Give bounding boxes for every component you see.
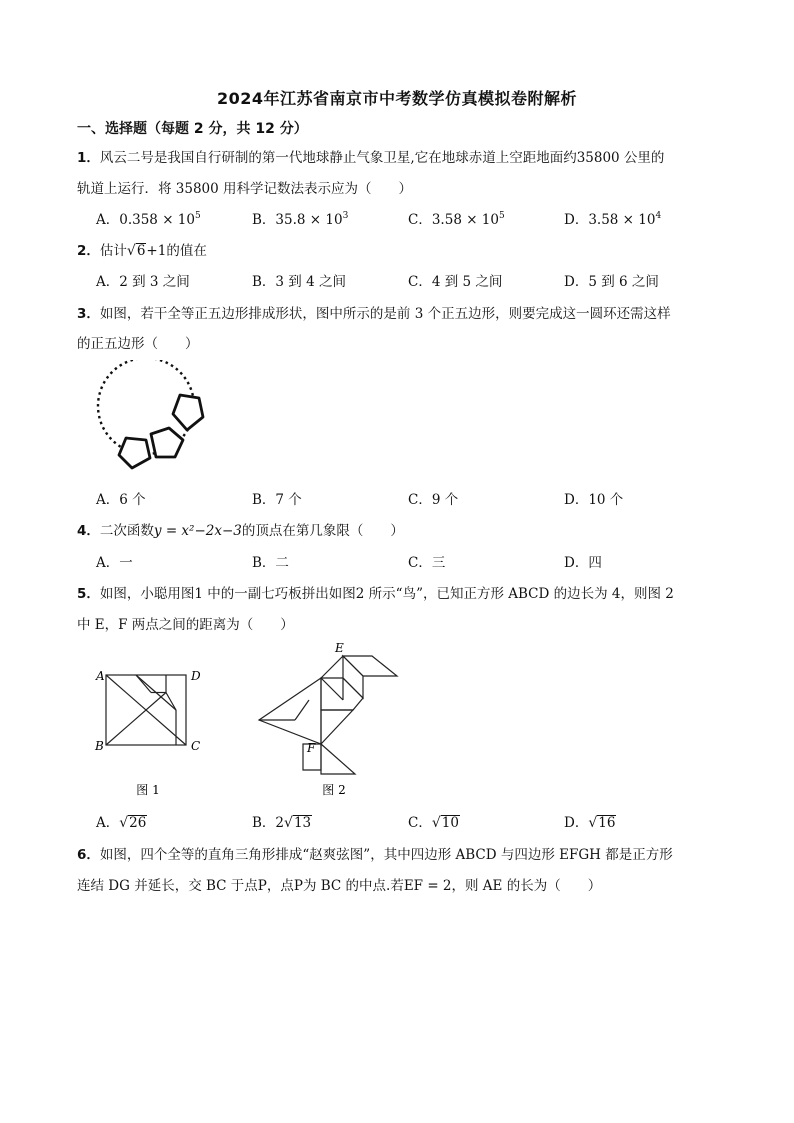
q6-number: 6．: [77, 847, 100, 863]
q5-line1: 5．如图，小聪用图1 中的一副七巧板拼出如图2 所示“鸟”，已知正方形 ABCD 的边长为 4，则图 2: [77, 586, 674, 602]
tangram-figure-2: [255, 640, 405, 800]
q1-line1: [77, 146, 664, 166]
q5-number: 5．: [77, 586, 100, 602]
q2-option-b[interactable]: B．3 到 4 之间: [252, 274, 346, 290]
fig2-label-f: F: [307, 741, 316, 755]
fig1-label-d: D: [191, 669, 201, 683]
q1-option-d[interactable]: D．$3.58 \times 10^4$: [564, 211, 662, 228]
q1-number: 1．: [77, 150, 100, 166]
fig1-caption: 图 1: [136, 783, 160, 797]
pentagon-2: [151, 428, 183, 457]
q3-option-c[interactable]: C．9 个: [408, 492, 459, 508]
q4-option-c[interactable]: C．三: [408, 555, 446, 571]
q2-option-a[interactable]: A．2 到 3 之间: [96, 274, 190, 290]
q2-option-d[interactable]: D．5 到 6 之间: [564, 274, 659, 290]
q4-option-b[interactable]: B．二: [252, 555, 289, 571]
q2-line: 2．估计√6+1的值在: [77, 243, 207, 259]
q6-line1: 6．如图，四个全等的直角三角形排成“赵爽弦图”，其中四边形 ABCD 与四边形 EFGH 都是正方形: [77, 847, 673, 863]
q3-number: 3．: [77, 306, 100, 322]
q3-option-a[interactable]: A．6 个: [96, 492, 146, 508]
q3-line2: 的正五边形（ ）: [77, 336, 199, 352]
q2-option-c[interactable]: C．4 到 5 之间: [408, 274, 503, 290]
pentagon-1: [119, 438, 150, 468]
q4-option-a[interactable]: A．一: [96, 555, 133, 571]
q5-option-c[interactable]: C．√10: [408, 815, 459, 831]
fig2-label-e: E: [335, 641, 344, 655]
q2-number: 2．: [77, 243, 100, 259]
q2-radicand: 6: [136, 243, 146, 259]
q4-number: 4．: [77, 523, 100, 539]
q4-option-d[interactable]: D．四: [564, 555, 602, 571]
section-heading: 一、选择题（每题 2 分，共 12 分）: [77, 121, 308, 137]
pentagon-3: [173, 395, 203, 430]
q5-option-b[interactable]: B．2√13: [252, 815, 312, 831]
q1-text: 风云二号是我国自行研制的第一代地球静止气象卫星,它在地球赤道上空距地面约35800 公里的: [99, 150, 665, 166]
q5-option-a[interactable]: A．√26: [96, 815, 147, 831]
q3-option-b[interactable]: B．7 个: [252, 492, 302, 508]
fig1-label-c: C: [191, 739, 201, 753]
q1-option-c[interactable]: C．$3.58 \times 10^5$: [408, 211, 505, 228]
q1-option-b[interactable]: B．$35.8 \times 10^3$: [252, 211, 349, 228]
tangram-figure-1: [90, 660, 220, 800]
fig1-label-a: A: [96, 669, 105, 683]
page-title: 2024年江苏省南京市中考数学仿真模拟卷附解析: [216, 89, 578, 108]
q3-option-d[interactable]: D．10 个: [564, 492, 624, 508]
fig1-label-b: B: [95, 739, 104, 753]
q5-line2: 中 E，F 两点之间的距离为（ ）: [77, 617, 294, 633]
q1-line2: 轨道上运行．将 35800 用科学记数法表示应为（ ）: [77, 181, 413, 197]
pentagon-ring-figure: [90, 360, 215, 475]
q5-option-d[interactable]: D．√16: [564, 815, 616, 831]
fig2-caption: 图 2: [322, 783, 346, 797]
q4-line: 4．二次函数y = x²−2x−3的顶点在第几象限（ ）: [77, 523, 404, 539]
q6-line2: 连结 DG 并延长，交 BC 于点P，点P为 BC 的中点.若EF = 2，则 AE 的长为（ ）: [77, 878, 602, 894]
q1-option-a[interactable]: A．$0.358 \times 10^5$: [96, 211, 201, 228]
q3-line1: 3．如图，若干全等正五边形排成形状，图中所示的是前 3 个正五边形，则要完成这一圆环还需这样: [77, 306, 671, 322]
q4-formula: y = x²−2x−3: [153, 523, 242, 539]
